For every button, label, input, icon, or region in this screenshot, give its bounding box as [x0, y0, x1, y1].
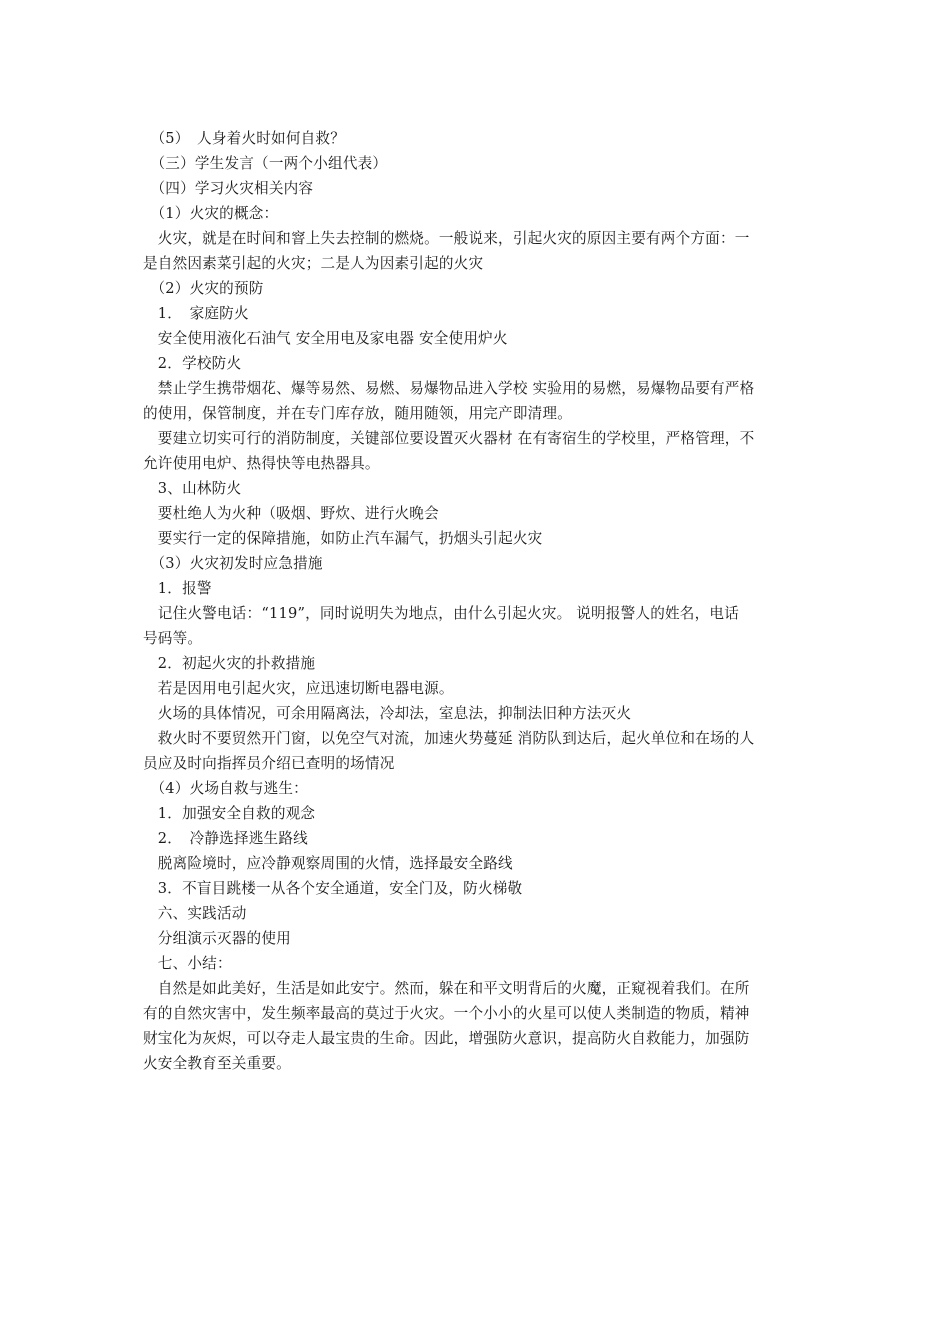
text-line: 3、山林防火 — [143, 480, 242, 497]
text-line: 的使用，保管制度，并在专门库存放，随用随领，用完产即清理。 — [143, 405, 573, 422]
text-line: 2．初起火灾的扑救措施 — [143, 655, 316, 672]
text-line: 火灾，就是在时间和窨上失去控制的燃烧。一般说来，引起火灾的原因主要有两个方面：一 — [143, 230, 750, 247]
text-line: 有的自然灾害中，发生频率最高的莫过于火灾。一个小小的火星可以使人类制造的物质，精神 — [143, 1005, 750, 1022]
text-line: （四）学习火灾相关内容 — [143, 180, 314, 197]
text-line: （5） 人身着火时如何自救？ — [143, 130, 345, 147]
text-line: （1）火灾的概念： — [143, 205, 279, 222]
text-line: 安全使用液化石油气 安全用电及家电器 安全使用炉火 — [143, 330, 508, 347]
text-line: 脱离险境时，应冷静观察周围的火情，选择最安全路线 — [143, 855, 513, 872]
text-line: （4）火场自救与逃生： — [143, 780, 308, 797]
text-line: 要实行一定的保障措施，如防止汽车漏气，扔烟头引起火灾 — [143, 530, 543, 547]
text-line: （3）火灾初发时应急措施 — [143, 555, 323, 572]
text-line: 1． 家庭防火 — [143, 305, 249, 322]
text-line: 火场的具体情况，可余用隔离法，冷却法，室息法，抑制法旧种方法灭火 — [143, 705, 632, 722]
text-line: 七、小结： — [143, 955, 232, 972]
text-line: （2）火灾的预防 — [143, 280, 264, 297]
text-line: 禁止学生携带烟花、爆等易然、易燃、易爆物品进入学校 实验用的易燃，易爆物品要有严格 — [143, 380, 755, 397]
text-line: 是自然因素菜引起的火灾；二是人为因素引起的火灾 — [143, 255, 484, 272]
text-line: 火安全教育至关重要。 — [143, 1055, 291, 1072]
document-body — [143, 126, 811, 1076]
text-line: 1．加强安全自救的观念 — [143, 805, 316, 822]
text-line: 1．报警 — [143, 580, 212, 597]
text-line: 要杜绝人为火种（吸烟、野炊、进行火晚会 — [143, 505, 439, 522]
text-line: 自然是如此美好，生活是如此安宁。然而，躲在和平文明背后的火魔，正窥视着我们。在所 — [143, 980, 750, 997]
text-line: 号码等。 — [143, 630, 203, 647]
text-line: 允许使用电炉、热得快等电热器具。 — [143, 455, 380, 472]
text-line: 记住火警电话：“119”，同时说明失为地点，由什么引起火灾。 说明报警人的姓名，电话 — [143, 605, 739, 622]
text-line: （三）学生发言（一两个小组代表） — [143, 155, 388, 172]
text-line: 员应及时向指挥员介绍已查明的场情况 — [143, 755, 395, 772]
text-line: 分组演示灭器的使用 — [143, 930, 291, 947]
text-line: 2． 冷静选择逃生路线 — [143, 830, 308, 847]
text-line: 3．不盲目跳楼一从各个安全通道，安全门及，防火梯敬 — [143, 880, 523, 897]
text-line: 救火时不要贸然开门窗，以免空气对流，加速火势蔓延 消防队到达后，起火单位和在场的人 — [143, 730, 755, 747]
text-line: 2．学校防火 — [143, 355, 242, 372]
text-line: 若是因用电引起火灾，应迅速切断电器电源。 — [143, 680, 454, 697]
text-line: 要建立切实可行的消防制度，关键部位要设置灭火器材 在有寄宿生的学校里，严格管理，不 — [143, 430, 755, 447]
text-line: 六、实践活动 — [143, 905, 247, 922]
text-line: 财宝化为灰烬，可以夺走人最宝贵的生命。因此，增强防火意识，提高防火自救能力，加强防 — [143, 1030, 750, 1047]
